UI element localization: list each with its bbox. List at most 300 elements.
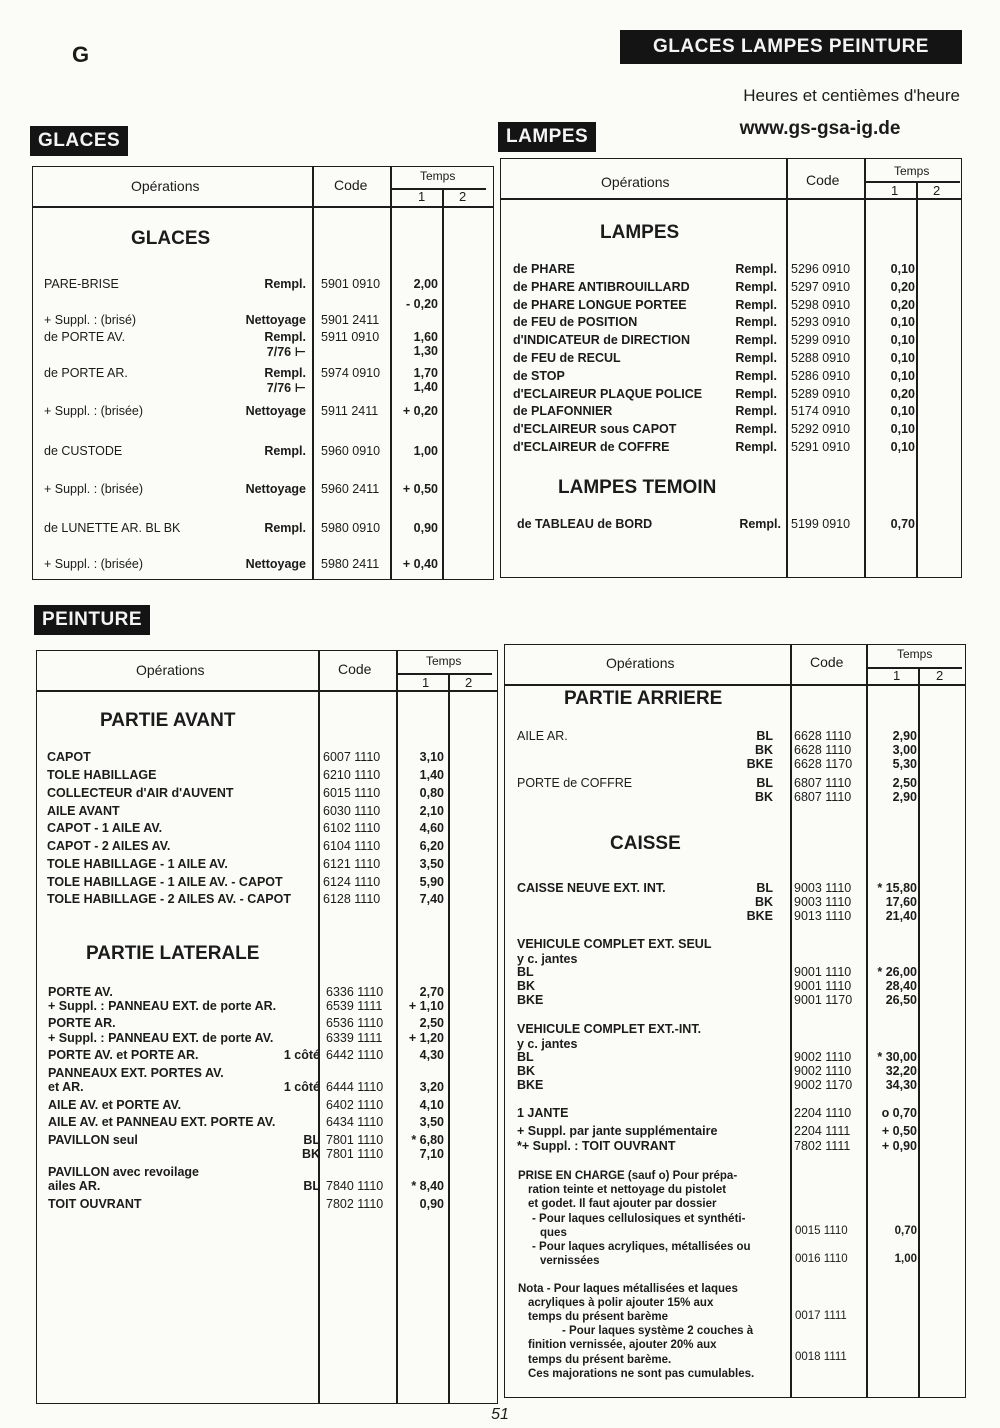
peinture-left-header-divider	[36, 690, 498, 692]
table-row	[44, 277, 438, 293]
table-row	[513, 315, 915, 331]
row-label: TOLE HABILLAGE - 2 AILES AV. - CAPOT	[47, 892, 292, 906]
row-code: 6336 1110	[326, 985, 384, 999]
row-action: Rempl.	[735, 404, 777, 419]
row-code: 5298 0910	[791, 297, 851, 312]
row-label: d'ECLAIREUR sous CAPOT	[513, 422, 677, 437]
nota-line: finition vernissée, ajouter 20% aux	[528, 1339, 717, 1352]
table-row	[48, 1080, 444, 1096]
partie-laterale-heading: PARTIE LATERALE	[86, 943, 260, 964]
row-time: 0,10	[890, 368, 915, 383]
row-label: AILE AV. et PORTE AV.	[48, 1098, 182, 1112]
row-label: CAPOT	[47, 750, 91, 764]
row-code: 6210 1110	[323, 768, 381, 782]
row-action: Rempl.	[264, 366, 306, 380]
row-code: 6102 1110	[323, 821, 381, 835]
row-time: 2,90	[892, 790, 917, 804]
row-label: + Suppl. par jante supplémentaire	[517, 1124, 718, 1138]
row-time: + 1,10	[408, 999, 444, 1013]
row-time: 2,50	[892, 776, 917, 790]
row-label: COLLECTEUR d'AIR d'AUVENT	[47, 786, 234, 800]
row-code: 5289 0910	[791, 386, 851, 401]
table-row	[44, 444, 438, 460]
nota-line: Ces majorations ne sont pas cumulables.	[528, 1367, 755, 1380]
row-time: 0,10	[890, 351, 915, 365]
row-label: PORTE AR.	[48, 1016, 116, 1030]
row-label: *+ Suppl. : TOIT OUVRANT	[517, 1139, 676, 1153]
row-code: 6807 1110	[794, 776, 852, 790]
row-code: 9002 1110	[794, 1050, 852, 1064]
table-row	[517, 1124, 917, 1140]
row-time: 3,20	[419, 1080, 444, 1094]
row-label: de LUNETTE AR. BL BK	[44, 521, 181, 535]
row-code: 9003 1110	[794, 881, 852, 895]
page-banner: GLACES LAMPES PEINTURE	[622, 32, 960, 62]
row-time: + 0,50	[402, 482, 438, 496]
row-code: 5974 0910	[321, 366, 381, 380]
row-time: 0,80	[419, 786, 444, 800]
table-row	[513, 262, 915, 278]
table-row	[513, 404, 915, 420]
peinture-left-col-code: Code	[338, 661, 372, 677]
peinture-right-col-temps: Temps	[897, 647, 933, 661]
caisse-heading: CAISSE	[610, 833, 681, 854]
prise-line: - Pour laques cellulosiques et synthéti-	[532, 1212, 746, 1225]
row-code: 9003 1110	[794, 895, 852, 909]
table-row	[517, 790, 917, 806]
row-code: 9002 1170	[794, 1078, 853, 1092]
row-action: 7/76 ⊢	[266, 345, 306, 359]
row-code: 2204 1110	[794, 1106, 852, 1120]
row-time: 2,90	[892, 729, 917, 743]
row-code: 2204 1111	[794, 1124, 851, 1138]
logo: G	[72, 42, 90, 67]
row-label: CAPOT - 2 AILES AV.	[47, 839, 171, 853]
table-row	[47, 857, 444, 873]
prise-line: PRISE EN CHARGE (sauf o) Pour prépa-	[518, 1170, 738, 1182]
row-time: + 0,20	[402, 404, 438, 418]
lampes-temoin-heading: LAMPES TEMOIN	[558, 477, 717, 498]
table-row	[44, 297, 438, 313]
table-row	[517, 993, 917, 1009]
row-time: * 30,00	[877, 1050, 917, 1064]
row-time: 1,40	[413, 380, 438, 394]
glaces-col-1: 1	[418, 189, 426, 204]
row-label: BKE	[517, 1078, 544, 1092]
table-row	[517, 517, 915, 533]
peinture-left-col-1: 1	[422, 675, 430, 690]
row-time: - 0,20	[406, 297, 438, 311]
page-subtitle: Heures et centièmes d'heure	[743, 86, 960, 105]
row-label: BL	[517, 1050, 534, 1064]
row-code: 5296 0910	[791, 262, 851, 276]
row-code: 6434 1110	[326, 1115, 384, 1129]
row-time: 0,70	[890, 517, 915, 531]
table-row	[513, 422, 915, 438]
table-row	[48, 1031, 444, 1047]
lampes-col-temps: Temps	[894, 164, 930, 178]
table-row	[47, 892, 444, 908]
row-action: Rempl.	[735, 333, 777, 348]
row-action: BK	[754, 895, 773, 909]
table-row	[48, 1048, 444, 1064]
table-row	[517, 1078, 917, 1094]
row-code: 7801 1110	[326, 1133, 384, 1147]
row-time: 0,20	[890, 279, 915, 294]
row-label: PORTE de COFFRE	[517, 776, 633, 790]
row-action: Rempl.	[264, 444, 306, 458]
row-code: 5911 2411	[321, 404, 379, 418]
row-label: PORTE AV.	[48, 985, 113, 999]
row-label: ailes AR.	[48, 1179, 101, 1193]
row-time: 0,10	[890, 422, 915, 437]
row-action: Nettoyage	[245, 313, 306, 327]
row-code: 5291 0910	[791, 440, 851, 454]
glaces-col-temps: Temps	[420, 169, 456, 183]
row-action: BL	[303, 1179, 320, 1193]
nota-code: 0017 1111	[795, 1310, 847, 1322]
prise-line: ration teinte et nettoyage du pistolet	[528, 1184, 727, 1197]
peinture-right-header-divider	[504, 684, 966, 686]
peinture-left-col-divider	[448, 674, 450, 1404]
nota-line: temps du présent barème	[528, 1311, 668, 1324]
row-code: 6628 1110	[794, 729, 852, 743]
table-row	[48, 999, 444, 1015]
row-action: BL	[303, 1133, 320, 1147]
row-code: 6628 1170	[794, 757, 853, 771]
row-code: 5299 0910	[791, 333, 851, 348]
row-label: 1 JANTE	[517, 1106, 569, 1120]
row-label: + Suppl. : (brisée)	[44, 404, 144, 418]
row-time: 3,10	[419, 750, 444, 764]
table-row	[513, 351, 915, 367]
row-action: BL	[756, 776, 773, 790]
row-code: 5901 0910	[321, 277, 381, 291]
row-label: de PORTE AV.	[44, 330, 126, 344]
row-time: 28,40	[885, 979, 917, 993]
section-banner-peinture: PEINTURE	[34, 605, 150, 635]
table-row	[44, 344, 438, 360]
row-action: Nettoyage	[245, 557, 306, 571]
row-label: BK	[517, 1064, 536, 1078]
row-time: 0,10	[890, 315, 915, 330]
row-code: 6121 1110	[323, 857, 381, 871]
peinture-left-temps-divider	[396, 673, 492, 675]
nota-line: acryliques à polir ajouter 15% aux	[528, 1297, 714, 1310]
row-label: + Suppl. : PANNEAU EXT. de porte AR.	[48, 999, 277, 1013]
prise-time: 1,00	[894, 1253, 917, 1265]
row-action: Rempl.	[735, 315, 777, 330]
row-time: 1,00	[413, 444, 438, 458]
row-time: + 0,50	[881, 1124, 917, 1138]
peinture-right-temps-divider	[866, 667, 962, 669]
row-time: 26,50	[885, 993, 917, 1007]
row-code: 7802 1111	[794, 1139, 851, 1153]
page-number: 51	[491, 1406, 509, 1423]
row-action: BK	[301, 1147, 320, 1161]
row-time: 2,00	[413, 277, 438, 291]
prise-line: et godet. Il faut ajouter par dossier	[528, 1198, 717, 1211]
row-label: PANNEAUX EXT. PORTES AV.	[48, 1066, 224, 1080]
row-code: 6007 1110	[323, 750, 381, 764]
table-row	[48, 1197, 444, 1213]
row-action: BL	[756, 881, 773, 895]
lampes-header-divider	[500, 198, 962, 200]
row-code: 5980 2411	[321, 557, 380, 571]
row-action: 1 côté	[283, 1080, 320, 1094]
prise-line: - Pour laques acryliques, métallisées ou	[532, 1241, 751, 1253]
row-time: 32,20	[885, 1064, 917, 1078]
table-row	[44, 404, 438, 420]
row-action: Nettoyage	[245, 482, 306, 496]
nota-code: 0018 1111	[795, 1351, 847, 1363]
table-row	[517, 909, 917, 925]
table-row	[48, 1016, 444, 1032]
row-label: + Suppl. : PANNEAU EXT. de porte AV.	[48, 1031, 274, 1045]
table-row	[517, 937, 917, 953]
row-code: 5292 0910	[791, 422, 851, 437]
table-row	[44, 521, 438, 537]
row-time: 6,20	[419, 839, 444, 853]
row-code: 5286 0910	[791, 368, 851, 383]
row-label: de PLAFONNIER	[513, 404, 613, 419]
row-action: BK	[754, 743, 773, 757]
row-action: 7/76 ⊢	[266, 381, 306, 395]
row-code: 6339 1111	[326, 1031, 383, 1045]
row-time: 7,40	[419, 892, 444, 906]
row-label: d'INDICATEUR de DIRECTION	[513, 333, 691, 348]
row-code: 5288 0910	[791, 351, 851, 365]
row-label: de FEU de POSITION	[513, 315, 638, 330]
peinture-right-col-divider	[918, 668, 920, 1398]
prise-line: ques	[540, 1226, 567, 1239]
table-row	[44, 482, 438, 498]
row-time: * 15,80	[877, 881, 917, 895]
row-action: 1 côté	[283, 1048, 320, 1062]
table-row	[517, 1022, 917, 1038]
prise-line: vernissées	[540, 1255, 600, 1268]
table-row	[47, 750, 444, 766]
row-time: 34,30	[885, 1078, 917, 1092]
row-code: 6104 1110	[323, 839, 381, 853]
row-label: TOLE HABILLAGE - 1 AILE AV.	[47, 857, 228, 871]
lampes-col-code: Code	[806, 172, 840, 188]
row-label: PARE-BRISE	[44, 277, 119, 291]
row-time: 0,10	[890, 440, 915, 454]
row-time: 4,30	[419, 1048, 444, 1062]
glaces-col-2: 2	[459, 189, 467, 204]
row-time: 1,70	[413, 366, 438, 380]
row-time: 0,20	[890, 297, 915, 312]
row-code: 6030 1110	[323, 804, 381, 818]
peinture-right-col-operations: Opérations	[606, 655, 675, 671]
glaces-col-code: Code	[334, 177, 368, 193]
row-label: + Suppl. : (brisée)	[44, 482, 144, 496]
row-code: 9002 1110	[794, 1064, 852, 1078]
row-time: + 1,20	[408, 1031, 444, 1045]
table-row	[517, 757, 917, 773]
table-row	[513, 440, 915, 456]
row-time: 2,10	[419, 804, 444, 818]
row-label: CAISSE NEUVE EXT. INT.	[517, 881, 666, 895]
row-time: + 0,40	[402, 557, 438, 571]
row-code: 5297 0910	[791, 279, 851, 294]
lampes-col-operations: Opérations	[601, 174, 670, 190]
prise-code: 0015 1110	[795, 1225, 848, 1237]
row-time: 1,60	[413, 330, 438, 344]
table-row	[44, 557, 438, 573]
row-code: 6807 1110	[794, 790, 852, 804]
peinture-right-col-2: 2	[936, 668, 944, 683]
row-time: o 0,70	[881, 1106, 917, 1120]
row-code: 5174 0910	[791, 404, 851, 419]
row-label: BK	[517, 979, 536, 993]
row-time: 21,40	[885, 909, 917, 923]
row-code: 6402 1110	[326, 1098, 384, 1112]
table-row	[47, 768, 444, 784]
row-action: Rempl.	[264, 277, 306, 291]
peinture-left-col-operations: Opérations	[136, 662, 205, 678]
row-action: Rempl.	[735, 279, 777, 294]
row-label: PAVILLON seul	[48, 1133, 138, 1147]
row-label: de PHARE ANTIBROUILLARD	[513, 279, 690, 294]
row-label: VEHICULE COMPLET EXT. SEUL	[517, 937, 712, 951]
row-label: TOLE HABILLAGE - 1 AILE AV. - CAPOT	[47, 875, 283, 889]
row-time: 2,70	[419, 985, 444, 999]
row-time: 0,10	[890, 262, 915, 276]
table-row	[513, 369, 915, 385]
section-banner-lampes: LAMPES	[498, 122, 596, 152]
row-action: Rempl.	[735, 351, 777, 365]
row-label: + Suppl. : (brisé)	[44, 313, 137, 327]
peinture-right-col-1: 1	[893, 668, 901, 683]
table-row	[47, 804, 444, 820]
row-action: Rempl.	[735, 422, 777, 437]
row-label: d'ECLAIREUR PLAQUE POLICE	[513, 386, 703, 401]
row-time: 3,50	[419, 857, 444, 871]
row-label: de TABLEAU de BORD	[517, 517, 653, 531]
row-time: 0,90	[413, 521, 438, 535]
table-row	[47, 839, 444, 855]
row-action: Rempl.	[735, 297, 777, 312]
peinture-left-col-2: 2	[465, 675, 473, 690]
row-code: 6015 1110	[323, 786, 381, 800]
row-label: et AR.	[48, 1080, 84, 1094]
row-code: 9001 1110	[794, 979, 852, 993]
table-row	[517, 1139, 917, 1155]
row-label: + Suppl. : (brisée)	[44, 557, 144, 571]
table-row	[47, 821, 444, 837]
row-code: 6539 1111	[326, 999, 383, 1013]
row-code: 5199 0910	[791, 517, 851, 531]
glaces-temps-divider	[390, 188, 486, 190]
row-code: 6536 1110	[326, 1016, 384, 1030]
lampes-temps-divider	[864, 181, 960, 183]
nota-line: Nota - Pour laques métallisées et laques	[518, 1283, 738, 1295]
row-label: y c. jantes	[517, 952, 578, 966]
row-action: Rempl.	[735, 386, 777, 401]
partie-arriere-heading: PARTIE ARRIERE	[564, 688, 723, 709]
table-row	[48, 1115, 444, 1131]
row-action: BK	[754, 790, 773, 804]
table-row	[48, 1098, 444, 1114]
table-row	[47, 786, 444, 802]
glaces-col-operations: Opérations	[131, 178, 200, 194]
nota-line: - Pour laques système 2 couches à	[562, 1325, 754, 1338]
table-row	[48, 1179, 444, 1195]
row-code: 6124 1110	[323, 875, 381, 889]
row-time: 0,10	[890, 333, 915, 348]
row-code: 7840 1110	[326, 1179, 384, 1193]
row-label: y c. jantes	[517, 1037, 578, 1051]
prise-code: 0016 1110	[795, 1253, 848, 1265]
row-action: Rempl.	[735, 262, 777, 276]
row-action: Rempl.	[264, 330, 306, 344]
table-row	[513, 333, 915, 349]
row-time: 1,40	[419, 768, 444, 782]
table-row	[513, 280, 915, 296]
peinture-right-col-code: Code	[810, 654, 844, 670]
row-code: 5293 0910	[791, 315, 851, 330]
row-time: 17,60	[885, 895, 917, 909]
lampes-col-divider	[916, 182, 918, 578]
row-code: 5980 0910	[321, 521, 381, 535]
glaces-heading: GLACES	[131, 228, 211, 249]
row-action: Rempl.	[264, 521, 306, 535]
row-label: de PHARE	[513, 262, 575, 276]
row-action: Rempl.	[735, 440, 777, 454]
section-banner-glaces: GLACES	[30, 126, 128, 156]
source-url: www.gs-gsa-ig.de	[739, 118, 901, 139]
row-code: 5960 2411	[321, 482, 380, 496]
row-time: 5,90	[419, 875, 444, 889]
row-code: 9013 1110	[794, 909, 852, 923]
row-label: CAPOT - 1 AILE AV.	[47, 821, 163, 835]
row-label: d'ECLAIREUR de COFFRE	[513, 440, 670, 454]
row-time: 0,20	[890, 386, 915, 401]
row-label: TOLE HABILLAGE	[47, 768, 157, 782]
table-row	[44, 380, 438, 396]
table-row	[47, 875, 444, 891]
table-row	[517, 1106, 917, 1122]
row-action: BKE	[746, 757, 773, 771]
table-row	[44, 313, 438, 329]
lampes-heading: LAMPES	[600, 222, 680, 243]
row-label: de STOP	[513, 368, 565, 383]
table-row	[513, 387, 915, 403]
row-label: de CUSTODE	[44, 444, 123, 458]
lampes-col-1: 1	[891, 183, 899, 198]
row-time: 5,30	[892, 757, 917, 771]
row-label: PORTE AV. et PORTE AR.	[48, 1048, 199, 1062]
partie-avant-heading: PARTIE AVANT	[100, 710, 236, 731]
row-time: * 8,40	[411, 1179, 444, 1193]
prise-time: 0,70	[894, 1225, 917, 1237]
nota-line: temps du présent barème.	[528, 1353, 672, 1366]
glaces-col-divider	[442, 190, 444, 580]
row-code: 5901 2411	[321, 313, 380, 327]
row-time: 3,00	[892, 743, 917, 757]
row-time: 4,10	[419, 1098, 444, 1112]
row-code: 6442 1110	[326, 1048, 384, 1062]
row-time: 4,60	[419, 821, 444, 835]
row-label: BKE	[517, 993, 544, 1007]
row-action: Rempl.	[739, 517, 781, 531]
row-label: BL	[517, 965, 534, 979]
row-time: * 6,80	[411, 1133, 444, 1147]
table-row	[48, 1147, 444, 1163]
lampes-col-2: 2	[933, 183, 941, 198]
